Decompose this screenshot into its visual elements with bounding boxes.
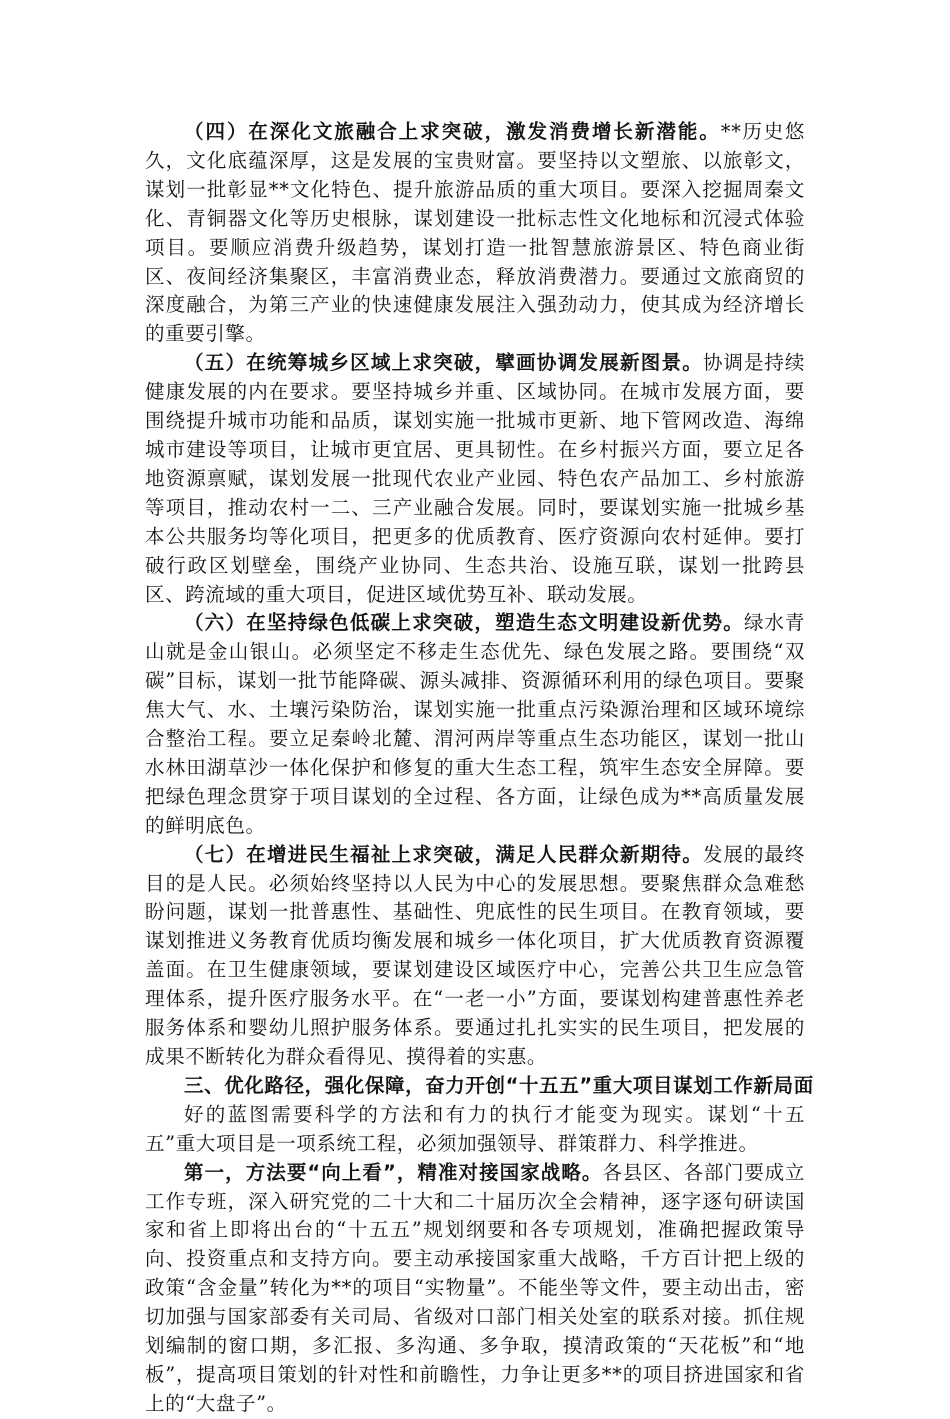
paragraph-5-urban-rural [145, 349, 805, 609]
document-page [145, 118, 814, 1419]
paragraph-lead: 第一，方法要“向上看”，精准对接国家战略。 [184, 1160, 603, 1184]
paragraph-7-livelihood [145, 841, 805, 1072]
paragraph-lead: （五）在统筹城乡区域上求突破，擘画协调发展新图景。 [184, 351, 704, 375]
paragraph-body: 绿水青山就是金山银山。必须坚定不移走生态优先、绿色发展之路。要围绕“双碳”目标，谋划一批节能降碳、源头减排、资源循环利用的绿色项目。要聚焦大气、水、土壤污染防治，谋划实施一批重点污染源治理和区域环境综合整治工程。要立足秦岭北麓、渭河两岸等重点生态功能区，谋划一批山水林田湖草沙一体化保护和修复的重大生态工程，筑牢生态安全屏障。要把绿色理念贯穿于项目谋划的全过程、各方面，让绿色成为**高质量发展的鲜明底色。 [145, 611, 805, 837]
paragraph-body: 各县区、各部门要成立工作专班，深入研究党的二十大和二十届历次全会精神，逐字逐句研读国家和省上即将出台的“十五五”规划纲要和各专项规划，准确把握政策导向、投资重点和支持方向。要主动承接国家重大战略，千方百计把上级的政策“含金量”转化为**的项目“实物量”。不能坐等文件，要主动出击，密切加强与国家部委有关司局、省级对口部门相关处室的联系对接。抓住规划编制的窗口期，多汇报、多沟通、多争取，摸清政策的“天花板”和“地板”，提高项目策划的针对性和前瞻性，力争让更多**的项目挤进国家和省上的“大盘子”。 [145, 1160, 805, 1415]
paragraph-body: 好的蓝图需要科学的方法和有力的执行才能变为现实。谋划“十五五”重大项目是一项系统工程，必须加强领导、群策群力、科学推进。 [145, 1102, 805, 1155]
paragraph-body: 发展的最终目的是人民。必须始终坚持以人民为中心的发展思想。要聚焦群众急难愁盼问题，谋划一批普惠性、基础性、兜底性的民生项目。在教育领域，要谋划推进义务教育优质均衡发展和城乡一体化项目，扩大优质教育资源覆盖面。在卫生健康领域，要谋划建设区域医疗中心，完善公共卫生应急管理体系，提升医疗服务水平。在“一老一小”方面，要谋划构建普惠性养老服务体系和婴幼儿照护服务体系。要通过扎扎实实的民生项目，把发展的成果不断转化为群众看得见、摸得着的实惠。 [145, 842, 805, 1068]
paragraph-6-green-low-carbon [145, 609, 805, 840]
paragraph-4-cultural-tourism [145, 118, 805, 349]
section-heading-three: 三、优化路径，强化保障，奋力开创“十五五”重大项目谋划工作新局面 [184, 1073, 814, 1097]
paragraph-body: **历史悠久，文化底蕴深厚，这是发展的宝贵财富。要坚持以文塑旅、以旅彰文，谋划一批彰显**文化特色、提升旅游品质的重大项目。要深入挖掘周秦文化、青铜器文化等历史根脉，谋划建设一批标志性文化地标和沉浸式体验项目。要顺应消费升级趋势，谋划打造一批智慧旅游景区、特色商业街区、夜间经济集聚区，丰富消费业态，释放消费潜力。要通过文旅商贸的深度融合，为第三产业的快速健康发展注入强劲动力，使其成为经济增长的重要引擎。 [145, 120, 805, 346]
paragraph-body: 协调是持续健康发展的内在要求。要坚持城乡并重、区域协同。在城市发展方面，要围绕提升城市功能和品质，谋划实施一批城市更新、地下管网改造、海绵城市建设等项目，让城市更宜居、更具韧性。在乡村振兴方面，要立足各地资源禀赋，谋划发展一批现代农业产业园、特色农产品加工、乡村旅游等项目，推动农村一二、三产业融合发展。同时，要谋划实施一批城乡基本公共服务均等化项目，把更多的优质教育、医疗资源向农村延伸。要打破行政区划壁垒，围绕产业协同、生态共治、设施互联，谋划一批跨县区、跨流域的重大项目，促进区域优势互补、联动发展。 [145, 351, 805, 606]
paragraph-section-intro [145, 1101, 805, 1159]
paragraph-first-method [145, 1159, 805, 1419]
paragraph-lead: （六）在坚持绿色低碳上求突破，塑造生态文明建设新优势。 [184, 611, 744, 635]
paragraph-lead: （四）在深化文旅融合上求突破，激发消费增长新潜能。 [184, 120, 721, 143]
paragraph-lead: （七）在增进民生福祉上求突破，满足人民群众新期待。 [184, 842, 704, 866]
